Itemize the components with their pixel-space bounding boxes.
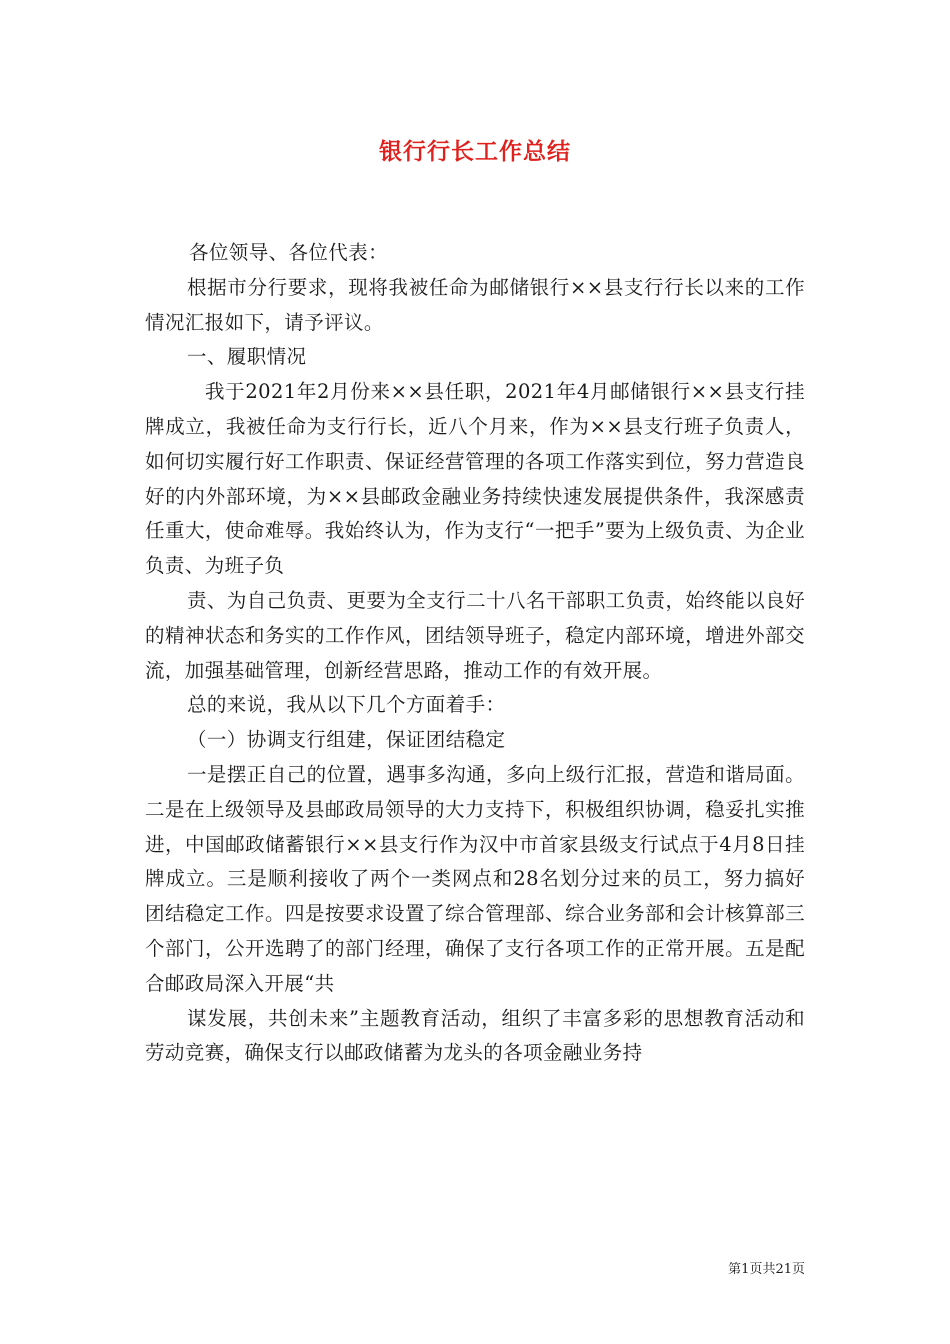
document-title: 银行行长工作总结: [379, 138, 571, 165]
page-number-footer: 第1页共21页: [728, 1262, 805, 1277]
section-heading: 一、履职情况: [187, 345, 307, 369]
intro-paragraph: 根据市分行要求，现将我被任命为邮储银行××县支行行长以来的工作情况汇报如下，请予评议。: [145, 275, 805, 334]
body-paragraph: 责、为自己负责、更要为全支行二十八名干部职工负责，始终能以良好的精神状态和务实的工作作风，团结领导班子，稳定内部环境，增进外部交流，加强基础管理，创新经营思路，推动工作的有效开展。: [145, 588, 805, 682]
body-paragraph: 我于2021年2月份来××县任职，2021年4月邮储银行××县支行挂牌成立，我被任命为支行行长，近八个月来，作为××县支行班子负责人，如何切实履行好工作职责、保证经营管理的各项工作落实到位，努力营造良好的内外部环境，为××县邮政金融业务持续快速发展提供条件，我深感责任重大，使命难辱。我始终认为，作为支行“一把手”要为上级负责、为企业负责、为班子负: [145, 380, 805, 578]
body-paragraph: 谋发展，共创未来”主题教育活动，组织了丰富多彩的思想教育活动和劳动竞赛，确保支行以邮政储蓄为龙头的各项金融业务持: [145, 1006, 805, 1065]
document-body: [145, 236, 805, 1071]
subsection-heading: （一）协调支行组建，保证团结稳定: [187, 728, 506, 752]
greeting-paragraph: 各位领导、各位代表：: [189, 241, 389, 264]
body-paragraph: 总的来说，我从以下几个方面着手：: [187, 693, 506, 717]
body-paragraph: 一是摆正自己的位置，遇事多沟通，多向上级行汇报，营造和谐局面。二是在上级领导及县邮政局领导的大力支持下，积极组织协调，稳妥扎实推进，中国邮政储蓄银行××县支行作为汉中市首家县级支行试点于4月8日挂牌成立。三是顺利接收了两个一类网点和28名划分过来的员工，努力搞好团结稳定工作。四是按要求设置了综合管理部、综合业务部和会计核算部三个部门，公开选聘了的部门经理，确保了支行各项工作的正常开展。五是配合邮政局深入开展“共: [145, 762, 805, 995]
